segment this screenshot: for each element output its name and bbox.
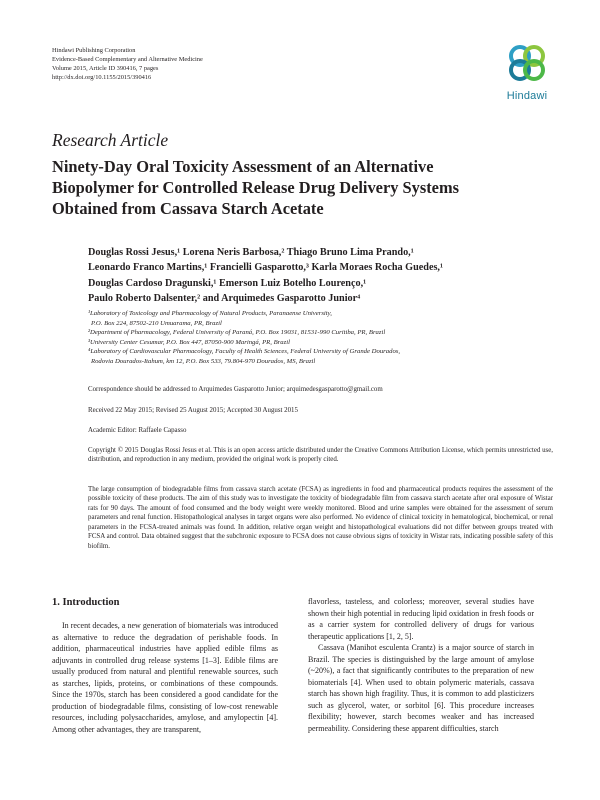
hindawi-logo-icon — [498, 42, 556, 90]
article-title — [52, 156, 522, 219]
affiliation-2: ²Department of Pharmacology, Federal University of Paraná, P.O. Box 19031, 81531-990 Curitiba, PR, Brazil — [88, 329, 386, 337]
affiliation-3: ³University Center Cesumar, P.O. Box 447, 87050-900 Maringá, PR, Brazil — [88, 338, 290, 346]
author-line-4: Paulo Roberto Dalsenter,² and Arquimedes Gasparotto Junior⁴ — [88, 293, 361, 305]
journal-name: Evidence-Based Complementary and Alternative Medicine — [52, 55, 203, 63]
author-line-3: Douglas Cardoso Dragunski,¹ Emerson Luiz Botelho Lourenço,¹ — [88, 277, 367, 289]
affiliation-1-cont: P.O. Box 224, 87502-210 Umuarama, PR, Brazil — [91, 319, 222, 327]
affiliation-1: ¹Laboratory of Toxicology and Pharmacology of Natural Products, Paranaense University, — [88, 310, 332, 317]
academic-editor: Academic Editor: Raffaele Capasso — [88, 427, 187, 434]
title-line-1: Ninety-Day Oral Toxicity Assessment of an Alternative — [52, 157, 434, 176]
intro-paragraph-1: In recent decades, a new generation of biomaterials was introduced as alternative to reduce the degradation of perishable foods. In addition, pharmaceutical industries have applied edible films as adjuvants in controlled drug release systems [1–3]. Edible films are usually produced from natural and plentiful renewable sources, such as starches, lipids, proteins, or combinations of these compounds. Since the 1970s, starch has been considered a good candidate for the production of biodegradable films, consisting of low-cost renewable resources, including polysaccharides, amylose, and amylopectin [4]. Among other advantages, they are transparent, — [52, 621, 278, 734]
affiliations — [88, 309, 558, 367]
affiliation-4: ⁴Laboratory of Cardiovascular Pharmacology, Faculty of Health Sciences, Federal University of Grande Dourados, — [88, 348, 401, 356]
abstract: The large consumption of biodegradable films from cassava starch acetate (FCSA) as ingredients in food and pharmaceutical products requires the assessment of the possible toxicity of these products. The aim of this study was to investigate the toxicity of biodegradable film from cassava starch acetate after oral exposure of Wistar rats for 90 days. The amount of food consumed and the body weight were weekly monitored. Blood and urine samples were obtained for the assessment of serum parameters and renal function. Histopathological analyses in target organs were also performed. No evidence of clinical toxicity in hematological, biochemical, or renal parameters in the FCSA-treated animals was found. In addition, relative organ weight and histopathological evaluations did not differ between groups treated with FCSA and control. Data obtained suggest that the subchronic exposure to FCSA does not cause obvious signs of toxicity in Wistar rats, indicating possible safety of this biofilm. — [88, 486, 553, 550]
hindawi-logo — [498, 42, 556, 106]
hindawi-logo-text: Hindawi — [506, 90, 548, 102]
text-column-left — [52, 620, 278, 800]
author-line-1: Douglas Rossi Jesus,¹ Lorena Neris Barbosa,² Thiago Bruno Lima Prando,¹ — [88, 247, 414, 258]
intro-paragraph-2: Cassava (Manihot esculenta Crantz) is a major source of starch in Brazil. The species is distinguished by the large amount of amylose (~20%), a fact that significantly contributes to the preparation of new biomaterials [4]. When used to obtain polymeric materials, cassava starch has shown high fragility. Thus, it is common to add plasticizers such as glycerol, water, or sorbitol [6]. This procedure increases flexibility; however, starch becomes weaker and has increased permeability. Considering these apparent difficulties, starch — [308, 643, 534, 733]
title-line-2: Biopolymer for Controlled Release Drug Delivery Systems — [52, 178, 459, 197]
journal-header — [52, 47, 203, 83]
intro-paragraph-1-cont: flavorless, tasteless, and colorless; moreover, several studies have shown their high potential in reducing lipid oxidation in fresh foods or as a carrier system for controlled delivery of drugs for various therapeutic applications [1, 2, 5]. — [308, 597, 534, 641]
article-type: Research Article — [52, 130, 169, 150]
volume-info: Volume 2015, Article ID 390416, 7 pages — [52, 64, 159, 72]
doi-link[interactable]: http://dx.doi.org/10.1155/2015/390416 — [52, 73, 152, 81]
author-line-2: Leonardo Franco Martins,¹ Francielli Gasparotto,³ Karla Moraes Rocha Guedes,¹ — [88, 262, 444, 274]
affiliation-4-cont: Rodovia Dourados-Itahum, km 12, P.O. Box 533, 79.804-970 Dourados, MS, Brazil — [91, 357, 316, 365]
author-list — [88, 245, 558, 307]
title-line-3: Obtained from Cassava Starch Acetate — [52, 199, 324, 218]
copyright-notice: Copyright © 2015 Douglas Rossi Jesus et al. This is an open access article distributed under the Creative Commons Attribution License, which permits unrestricted use, distribution, and reproduction in any medium, provided the original work is properly cited. — [88, 447, 553, 464]
article-dates: Received 22 May 2015; Revised 25 August 2015; Accepted 30 August 2015 — [88, 407, 298, 414]
section-heading-introduction: 1. Introduction — [52, 597, 120, 608]
correspondence: Correspondence should be addressed to Arquimedes Gasparotto Junior; arquimedesgasparotto@gmail.com — [88, 386, 383, 393]
publisher-name: Hindawi Publishing Corporation — [52, 47, 136, 54]
text-column-right — [308, 596, 534, 800]
